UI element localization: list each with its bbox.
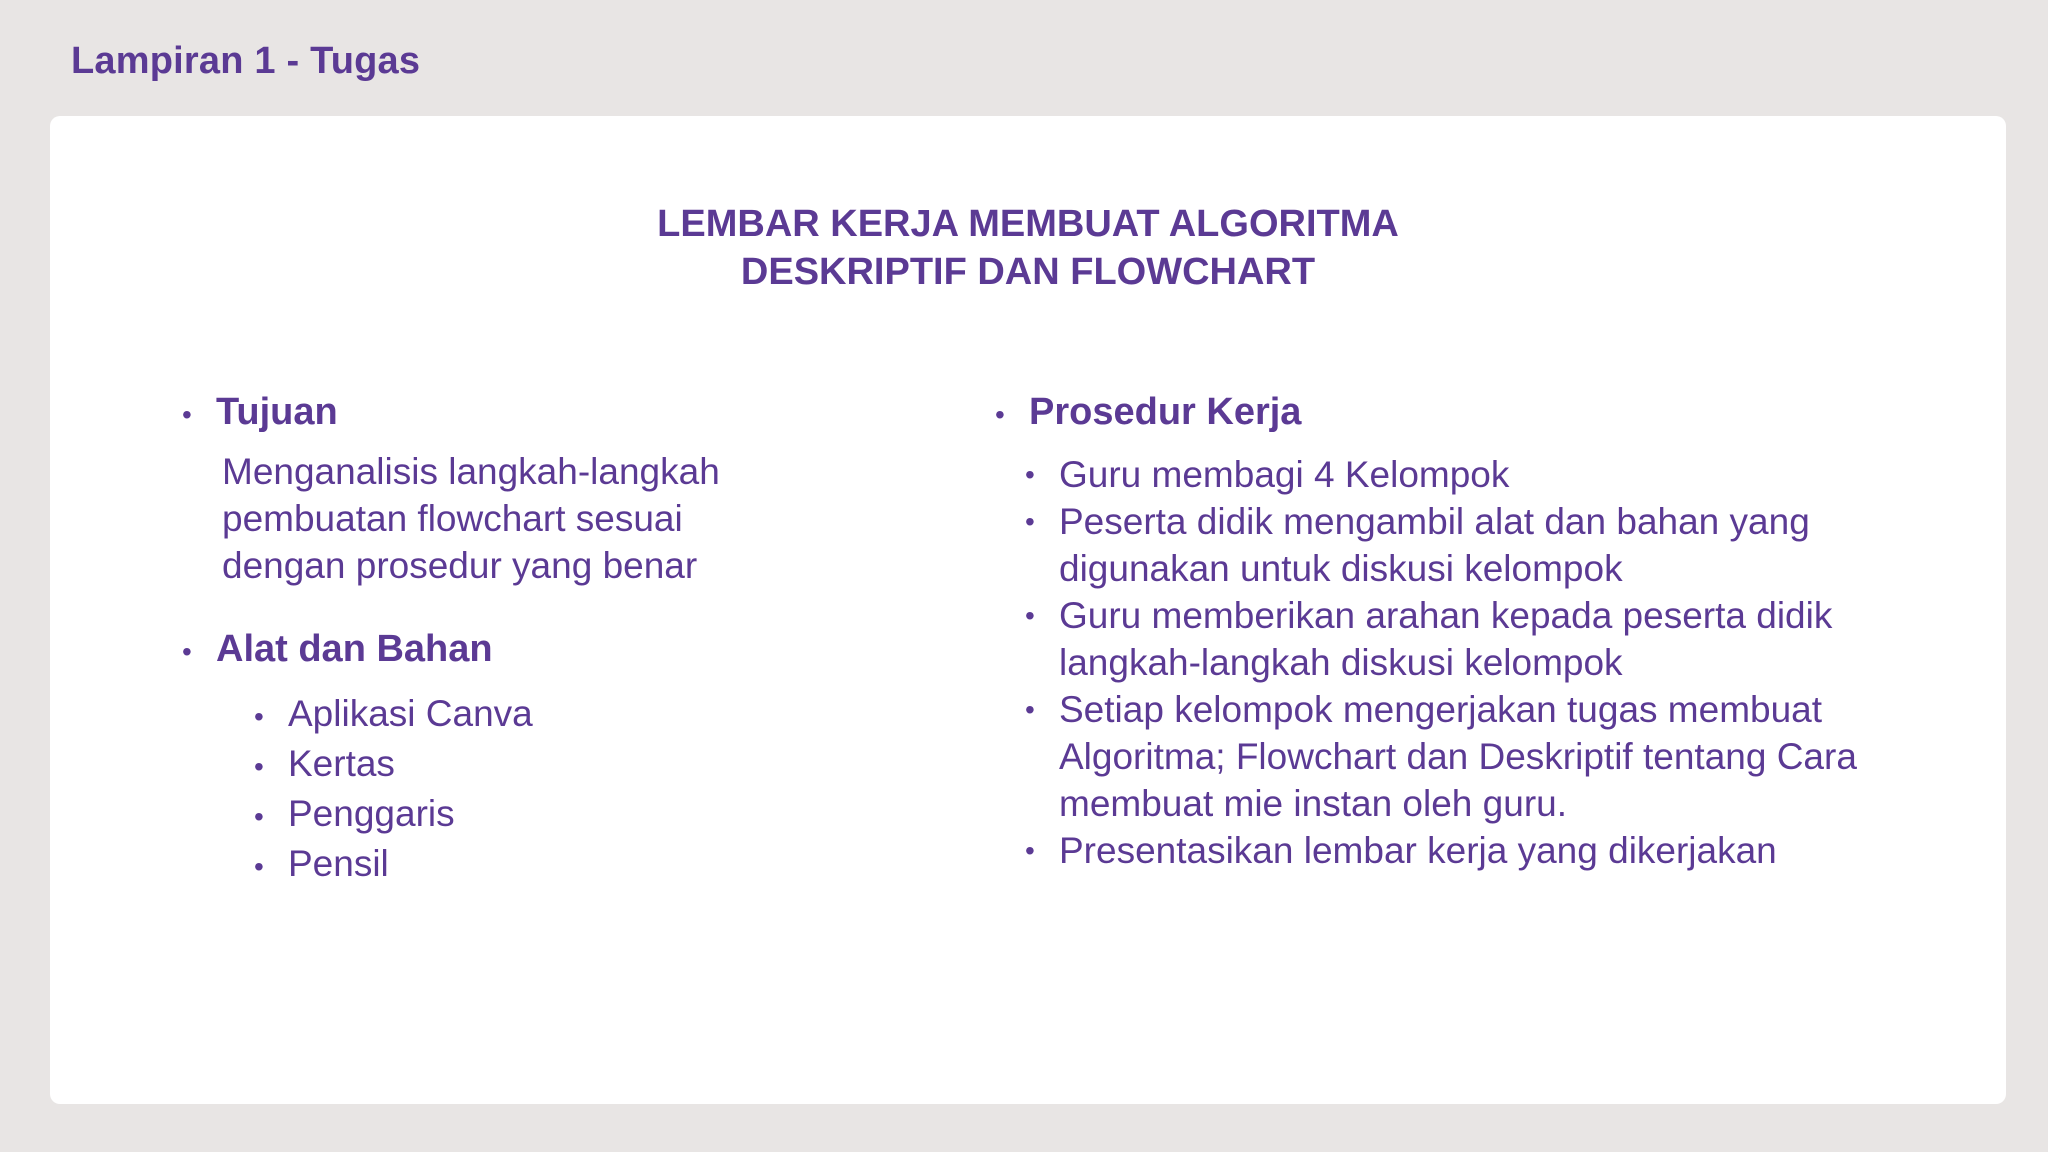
- list-item: [1025, 498, 1975, 592]
- worksheet-title: [50, 200, 2006, 296]
- worksheet-title-line-1: LEMBAR KERJA MEMBUAT ALGORITMA: [657, 203, 1399, 245]
- bullet-icon: •: [1025, 600, 1035, 631]
- step-text: Peserta didik mengambil alat dan bahan yang digunakan untuk diskusi kelompok: [1059, 501, 1810, 589]
- procedure-list: [1025, 451, 1975, 874]
- alat-bahan-heading-label: Alat dan Bahan: [216, 628, 493, 670]
- tujuan-text: Menganalisis langkah-langkah pembuatan flowchart sesuai dengan prosedur yang benar: [222, 451, 720, 586]
- bullet-icon: •: [254, 851, 264, 882]
- bullet-icon: •: [1025, 506, 1035, 537]
- tool-item-label: Pensil: [288, 843, 389, 884]
- prosedur-heading: [995, 388, 1975, 439]
- step-text: Setiap kelompok mengerjakan tugas membuat Algoritma; Flowchart dan Deskriptif tentang Cara membuat mie instan oleh guru.: [1059, 689, 1857, 824]
- bullet-icon: •: [254, 801, 264, 832]
- tool-item-label: Aplikasi Canva: [288, 693, 533, 734]
- slide-label: Lampiran 1 - Tugas: [71, 40, 421, 82]
- list-item: [1025, 827, 1975, 874]
- bullet-icon: •: [254, 701, 264, 732]
- bullet-icon: •: [1025, 459, 1035, 490]
- right-column: [995, 388, 1975, 911]
- bullet-icon: •: [182, 636, 192, 667]
- tujuan-heading-label: Tujuan: [216, 391, 338, 433]
- list-item: [254, 690, 822, 740]
- alat-bahan-heading: [182, 625, 822, 676]
- step-text: Guru memberikan arahan kepada peserta didik langkah-langkah diskusi kelompok: [1059, 595, 1833, 683]
- tool-list: [254, 690, 822, 890]
- bullet-icon: •: [254, 751, 264, 782]
- bullet-icon: •: [1025, 694, 1035, 725]
- list-item: [1025, 451, 1975, 498]
- list-item: [1025, 686, 1975, 827]
- list-item: [254, 790, 822, 840]
- step-text: Guru membagi 4 Kelompok: [1059, 454, 1510, 495]
- step-text: Presentasikan lembar kerja yang dikerjakan: [1059, 830, 1777, 871]
- list-item: [254, 840, 822, 890]
- worksheet-title-line-2: DESKRIPTIF DAN FLOWCHART: [740, 251, 1316, 293]
- bullet-icon: •: [182, 399, 192, 430]
- bullet-icon: •: [995, 399, 1005, 430]
- list-item: [1025, 592, 1975, 686]
- tool-item-label: Kertas: [288, 743, 395, 784]
- list-item: [254, 740, 822, 790]
- prosedur-heading-label: Prosedur Kerja: [1029, 391, 1302, 433]
- left-column: [182, 388, 822, 927]
- tujuan-heading: [182, 388, 822, 439]
- tool-item-label: Penggaris: [288, 793, 455, 834]
- bullet-icon: •: [1025, 835, 1035, 866]
- worksheet-card: [50, 116, 2006, 1104]
